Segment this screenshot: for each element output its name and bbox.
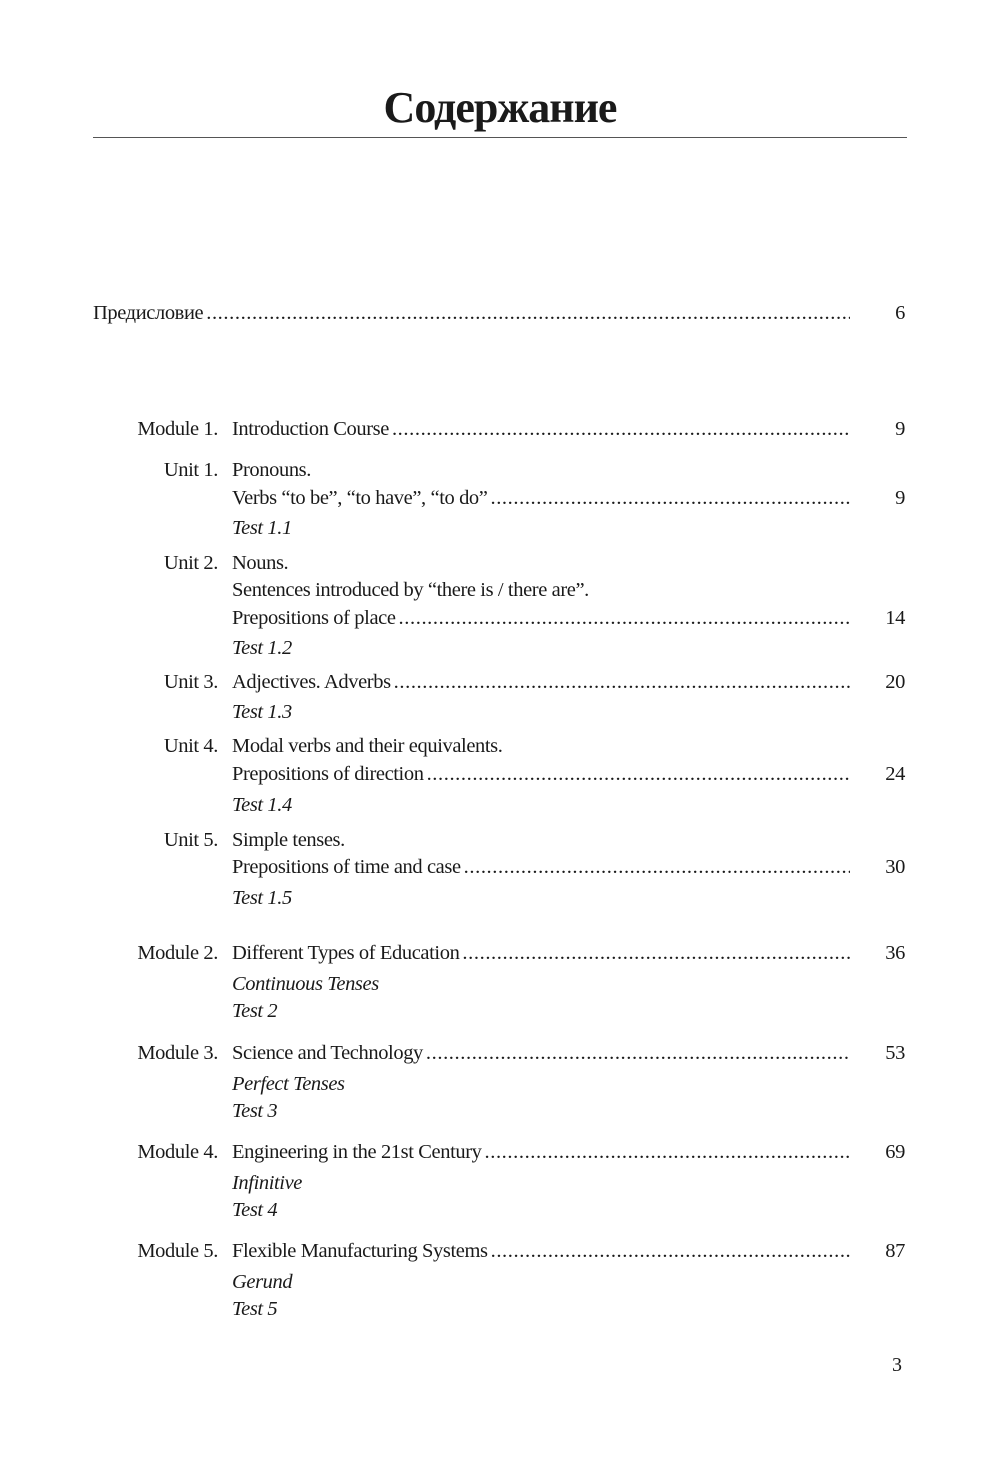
module-label: Module 2.: [137, 942, 218, 964]
toc-entry-module-2: [232, 940, 850, 966]
dot-leader: [392, 416, 850, 442]
module-label: Module 1.: [137, 418, 218, 440]
entry-page-number: 53: [885, 1042, 905, 1064]
toc-entry-module-4: [232, 1139, 850, 1165]
toc-entry-unit-4: [232, 761, 850, 787]
unit-label: Unit 1.: [163, 459, 218, 481]
entry-title: Different Types of Education: [232, 942, 460, 964]
dot-leader: [394, 669, 850, 695]
unit-title-line: Pronouns.: [232, 459, 311, 481]
module-grammar: Perfect Tenses: [232, 1073, 345, 1095]
page-title: Содержание: [383, 83, 617, 132]
module-test: Test 4: [232, 1199, 278, 1221]
toc-entry-unit-2: [232, 605, 850, 631]
dot-leader: [462, 940, 850, 966]
unit-test: Test 1.4: [232, 794, 292, 816]
unit-label: Unit 5.: [163, 829, 218, 851]
dot-leader: [491, 1238, 850, 1264]
toc-entry-unit-5: [232, 854, 850, 880]
module-grammar: Infinitive: [232, 1172, 303, 1194]
dot-leader: [485, 1139, 851, 1165]
module-test: Test 5: [232, 1298, 278, 1320]
entry-page-number: 14: [885, 607, 905, 629]
entry-title: Verbs “to be”, “to have”, “to do”: [232, 487, 488, 509]
unit-title-line: Nouns.: [232, 552, 289, 574]
unit-test: Test 1.1: [232, 517, 292, 539]
entry-title: Engineering in the 21st Century: [232, 1141, 482, 1163]
module-label: Module 5.: [137, 1240, 218, 1262]
entry-title: Flexible Manufacturing Systems: [232, 1240, 488, 1262]
dot-leader: [206, 300, 850, 326]
entry-page-number: 36: [885, 942, 905, 964]
entry-page-number: 30: [885, 856, 905, 878]
unit-test: Test 1.3: [232, 701, 292, 723]
toc-entry-unit-3: [232, 669, 850, 695]
module-test: Test 3: [232, 1100, 278, 1122]
entry-title: Prepositions of direction: [232, 763, 424, 785]
unit-label: Unit 2.: [163, 552, 218, 574]
dot-leader: [427, 761, 850, 787]
module-label: Module 4.: [137, 1141, 218, 1163]
unit-label: Unit 4.: [163, 735, 218, 757]
unit-test: Test 1.5: [232, 887, 292, 909]
dot-leader: [399, 605, 850, 631]
dot-leader: [464, 854, 850, 880]
module-grammar: Continuous Tenses: [232, 973, 379, 995]
module-label: Module 3.: [137, 1042, 218, 1064]
unit-test: Test 1.2: [232, 637, 292, 659]
entry-page-number: 9: [895, 418, 905, 440]
entry-page-number: 69: [885, 1141, 905, 1163]
entry-title: Science and Technology: [232, 1042, 423, 1064]
entry-title: Prepositions of place: [232, 607, 396, 629]
dot-leader: [426, 1040, 850, 1066]
module-test: Test 2: [232, 1000, 278, 1022]
entry-page-number: 87: [885, 1240, 905, 1262]
toc-entry-unit-1: [232, 485, 850, 511]
toc-entry-preface: [93, 300, 850, 326]
entry-title: Prepositions of time and case: [232, 856, 461, 878]
module-grammar: Gerund: [232, 1271, 293, 1293]
entry-page-number: 24: [885, 763, 905, 785]
title-rule: [93, 137, 907, 138]
page-number: 3: [892, 1354, 902, 1376]
entry-page-number: 6: [895, 302, 905, 324]
toc-entry-module-5: [232, 1238, 850, 1264]
entry-page-number: 20: [885, 671, 905, 693]
unit-label: Unit 3.: [163, 671, 218, 693]
dot-leader: [490, 485, 850, 511]
entry-page-number: 9: [895, 487, 905, 509]
entry-title: Предисловие: [93, 302, 204, 324]
toc-entry-module-1: [232, 416, 850, 442]
unit-title-line: Sentences introduced by “there is / there are”.: [232, 579, 589, 601]
unit-title-line: Modal verbs and their equivalents.: [232, 735, 503, 757]
toc-entry-module-3: [232, 1040, 850, 1066]
entry-title: Introduction Course: [232, 418, 389, 440]
entry-title: Adjectives. Adverbs: [232, 671, 391, 693]
unit-title-line: Simple tenses.: [232, 829, 345, 851]
